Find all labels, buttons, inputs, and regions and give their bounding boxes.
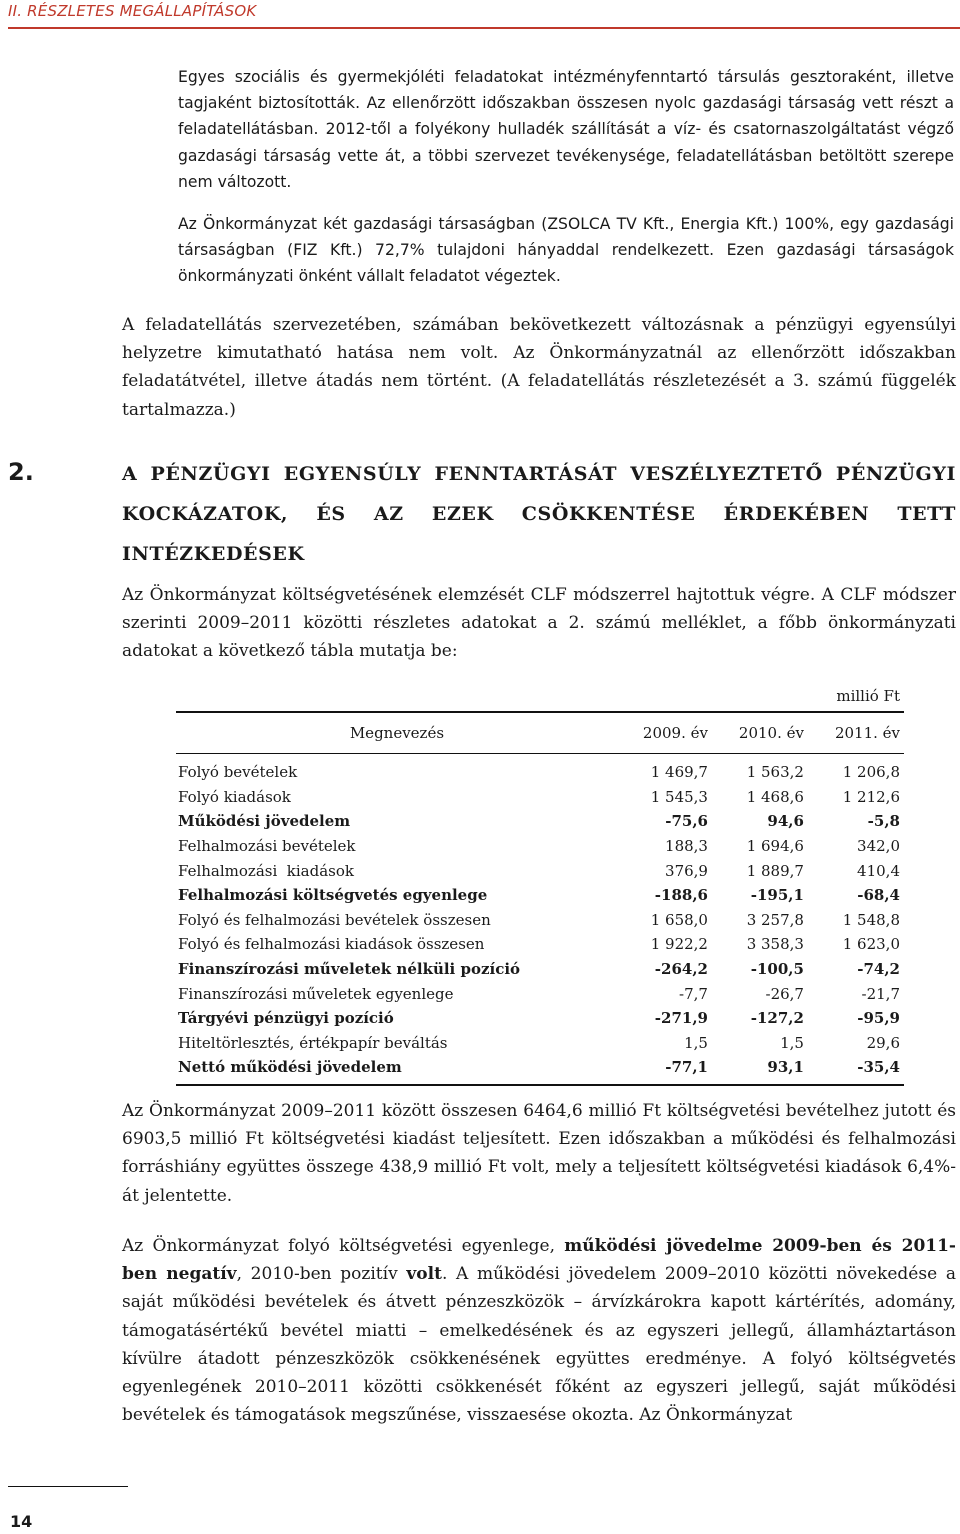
cell-2011: -21,7 (861, 984, 900, 1003)
column-header-2011: 2011. év (808, 712, 904, 754)
row-label: Felhalmozási bevételek (178, 837, 356, 856)
cell-2009: 1,5 (684, 1033, 708, 1052)
text-segment: . A működési jövedelem 2009–2010 közötti növekedése a saját működési bevételek és átvett pénzeszközök – árvízkárokra kapott kártérítés, adomány, támogatásértékű bevétel miatti – emelkedésének és az egyszeri jellegű, államháztartáson kívülre átadott pénzeszközök csökkenésének együttes eredménye. A folyó költségvetés egyenlegének 2010–2011 közötti csökkenését főként az egyszeri jellegű, saját működési bevételek és támogatások megszűnése, visszaesése okozta. Az Önkormányzat (122, 1264, 956, 1426)
cell-2010: 1 563,2 (746, 763, 804, 782)
cell-2009: -188,6 (654, 886, 708, 905)
footer-rule (8, 1486, 128, 1487)
table-row (176, 957, 904, 982)
emphasis-negative-income: működési jövedelme 2009-ben és 2011-ben negatív (122, 1236, 956, 1285)
table-row (176, 981, 904, 1006)
cell-2009: 1 545,3 (650, 787, 708, 806)
column-header-2010: 2010. év (712, 712, 808, 754)
row-label: Finanszírozási műveletek egyenlege (178, 984, 454, 1003)
column-header-2009: 2009. év (618, 712, 712, 754)
cell-2011: -35,4 (857, 1058, 900, 1077)
row-label: Felhalmozási költségvetés egyenlege (178, 886, 488, 905)
cell-2010: -195,1 (750, 886, 804, 905)
table-unit: millió Ft (836, 687, 900, 705)
table-row (176, 809, 904, 834)
cell-2010: 3 257,8 (746, 910, 804, 929)
cell-2010: -26,7 (765, 984, 804, 1003)
cell-2010: 3 358,3 (746, 935, 804, 954)
cell-2009: -264,2 (654, 960, 708, 979)
row-label: Folyó és felhalmozási bevételek összesen (178, 910, 491, 929)
cell-2011: 1 548,8 (842, 910, 900, 929)
cell-2011: 1 623,0 (842, 935, 900, 954)
table-row (176, 932, 904, 957)
cell-2009: -77,1 (665, 1058, 708, 1077)
header-rule (8, 27, 960, 29)
row-label: Tárgyévi pénzügyi pozíció (178, 1009, 394, 1028)
table-row (176, 834, 904, 859)
cell-2009: -7,7 (679, 984, 708, 1003)
table-row (176, 785, 904, 810)
cell-2011: -5,8 (867, 812, 900, 831)
paragraph-associations: Egyes szociális és gyermekjóléti feladatokat intézményfenntartó társulás gesztoraként, illetve tagjaként biztosították. Az ellenőrzött időszakban összesen nyolc gazdasági társaság vett részt a feladatellátásban. 2012-től a folyékony hulladék szállítását a víz- és csatornaszolgáltatást végző gazdasági társaság vette át, a többi szervezet tevékenysége, feladatellátásban betöltött szerepe nem változott. (178, 68, 954, 191)
cell-2011: 1 212,6 (842, 787, 900, 806)
financial-table (176, 711, 904, 1086)
section-number: 2. (8, 458, 34, 486)
row-label: Nettó működési jövedelem (178, 1058, 402, 1077)
column-header-name: Megnevezés (176, 712, 618, 754)
emphasis-was: volt (406, 1264, 442, 1285)
paragraph-budget-summary: Az Önkormányzat 2009–2011 között összesen 6464,6 millió Ft költségvetési bevételhez jutott és 6903,5 millió Ft költségvetési kiadást teljesített. Ezen időszakban a működési és felhalmozási forráshiány együttes összege 438,9 millió Ft volt, mely a teljesített költségvetési kiadások 6,4%-át jelentette. (122, 1101, 956, 1206)
cell-2010: -127,2 (750, 1009, 804, 1028)
section-title: A PÉNZÜGYI EGYENSÚLY FENNTARTÁSÁT VESZÉLYEZTETŐ PÉNZÜGYI KOCKÁZATOK, ÉS AZ EZEK CSÖKKENTÉSE ÉRDEKÉBEN TETT INTÉZKEDÉSEK (122, 463, 956, 565)
row-label: Folyó és felhalmozási kiadások összesen (178, 935, 485, 954)
row-label: Finanszírozási műveletek nélküli pozíció (178, 960, 521, 979)
table-row (176, 1031, 904, 1056)
cell-2011: 1 206,8 (842, 763, 900, 782)
cell-2011: 342,0 (857, 837, 900, 856)
cell-2009: 1 658,0 (650, 910, 708, 929)
cell-2011: -95,9 (857, 1009, 900, 1028)
table-row (176, 858, 904, 883)
table-row (176, 908, 904, 933)
row-label: Működési jövedelem (178, 812, 351, 831)
row-label: Folyó kiadások (178, 787, 291, 806)
cell-2010: 1 694,6 (746, 837, 804, 856)
row-label: Felhalmozási kiadások (178, 861, 354, 880)
cell-2009: -271,9 (654, 1009, 708, 1028)
cell-2011: -74,2 (857, 960, 900, 979)
cell-2010: 1 468,6 (746, 787, 804, 806)
paragraph-companies: Az Önkormányzat két gazdasági társaságban (ZSOLCA TV Kft., Energia Kft.) 100%, egy gazdasági társaságban (FIZ Kft.) 72,7% tulajdoni hányaddal rendelkezett. Ezen gazdasági társaságok önkormányzati önként vállalt feladatot végeztek. (178, 215, 954, 286)
text-segment: Az Önkormányzat folyó költségvetési egyenlege, (122, 1236, 565, 1256)
text-segment: , 2010-ben pozitív (236, 1264, 407, 1285)
page-number: 14 (10, 1512, 33, 1531)
table-row (176, 1055, 904, 1085)
cell-2010: -100,5 (750, 960, 804, 979)
cell-2010: 1 889,7 (746, 861, 804, 880)
paragraph-operating-balance (122, 1232, 956, 1429)
cell-2010: 1,5 (780, 1033, 804, 1052)
paragraph-organization-change: A feladatellátás szervezetében, számában bekövetkezett változásnak a pénzügyi egyensúlyi helyzetre kimutatható hatása nem volt. Az Önkormányzatnál az ellenőrzött időszakban feladatátvétel, illetve átadás nem történt. (A feladatellátás részletezését a 3. számú függelék tartalmazza.) (122, 315, 956, 420)
paragraph-clf-method: Az Önkormányzat költségvetésének elemzését CLF módszerrel hajtottuk végre. A CLF módszer szerinti 2009–2011 közötti részletes adatokat a 2. számú melléklet, a főbb önkormányzati adatokat a következő tábla mutatja be: (122, 585, 956, 662)
running-header: II. RÉSZLETES MEGÁLLAPÍTÁSOK (8, 2, 257, 20)
cell-2010: 93,1 (767, 1058, 804, 1077)
cell-2009: -75,6 (665, 812, 708, 831)
cell-2011: -68,4 (857, 886, 900, 905)
cell-2009: 1 469,7 (650, 763, 708, 782)
row-label: Folyó bevételek (178, 763, 298, 782)
cell-2009: 376,9 (665, 861, 708, 880)
table-row (176, 754, 904, 785)
table-row (176, 1006, 904, 1031)
row-label: Hiteltörlesztés, értékpapír beváltás (178, 1033, 448, 1052)
cell-2009: 1 922,2 (650, 935, 708, 954)
cell-2009: 188,3 (665, 837, 708, 856)
cell-2011: 29,6 (866, 1033, 900, 1052)
table-header-row (176, 712, 904, 754)
cell-2010: 94,6 (767, 812, 804, 831)
table-row (176, 883, 904, 908)
cell-2011: 410,4 (857, 861, 900, 880)
